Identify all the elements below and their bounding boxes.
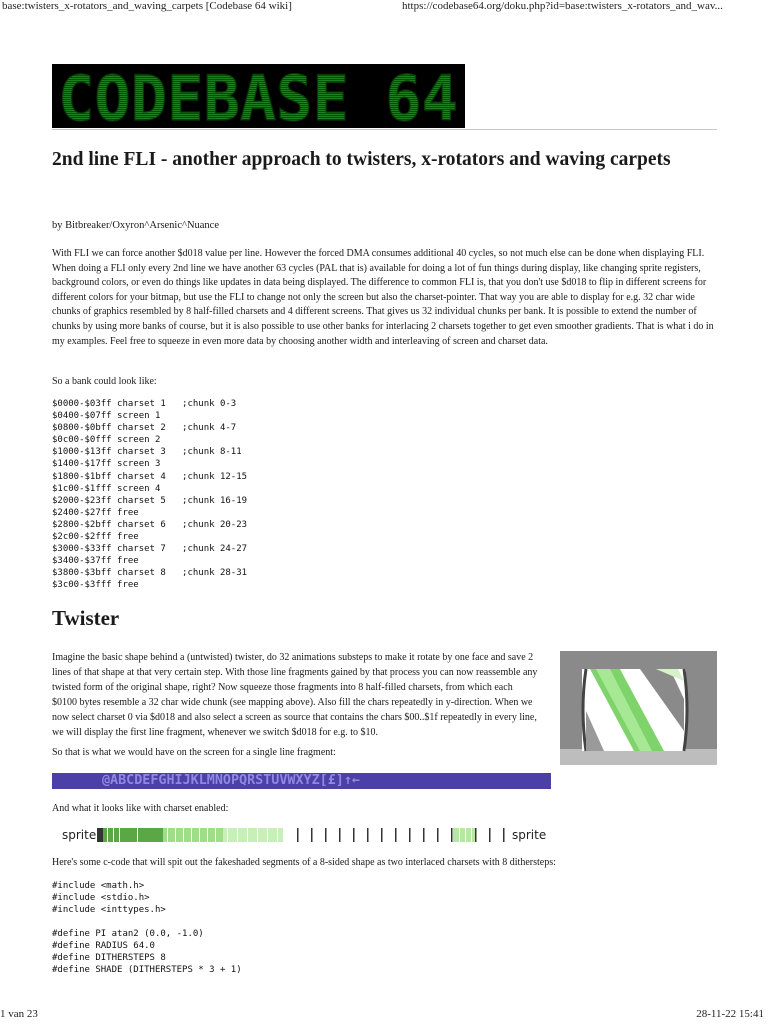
fragment-label: So that is what we would have on the screen for a single line fragment: — [52, 747, 336, 758]
header-divider — [52, 129, 717, 130]
c-code-label: Here's some c-code that will spit out the fakeshaded segments of a 8-sided shape as two interlaced charsets with 8 dithersteps: — [52, 857, 556, 868]
c-code-block: #include <math.h> #include <stdio.h> #include <inttypes.h> #define PI atan2 (0.0, -1.0) #define RADIUS 64.0 #define DITHERSTEPS 8 #define SHADE (DITHERSTEPS * 3 + 1) — [52, 881, 242, 975]
print-page-title: base:twisters_x-rotators_and_waving_carpets [Codebase 64 wiki] — [2, 0, 292, 12]
print-page-number: 1 van 23 — [0, 1008, 38, 1020]
page-title: 2nd line FLI - another approach to twisters, x-rotators and waving carpets — [52, 149, 671, 170]
fragment-graphic — [97, 828, 509, 842]
article-byline: by Bitbreaker/Oxyron^Arsenic^Nuance — [52, 220, 220, 231]
twister-image-graphic — [560, 651, 717, 765]
bank-label: So a bank could look like: — [52, 376, 157, 387]
codebase64-logo[interactable] — [52, 64, 465, 128]
charset-enabled-label: And what it looks like with charset enabled: — [52, 803, 229, 814]
intro-paragraph: With FLI we can force another $d018 value per line. However the forced DMA consumes additional 40 cycles, so not much else can be done when displaying FLI. When doing a FLI only every 2nd line we have another 63 cycles (PAL that is) available for doing a lot of fun things during display, like changing sprite registers, background colors, or even do things like updates in data being displayed. The difference to common FLI is, that you don't use $d018 to flip in different screens for different colors for your bitmap, but use the FLI to change not only the screen but also the charset-pointer. That way you are able to display for e.g. 32 char wide chunks of graphics resembled by 8 half-filled charsets and 4 different screens. That gives us 32 individual chunks per bank. It is possible to extend the number of chunks by using more banks of course, but it is also possible to use other banks for interlacing 2 charsets together to get even smoother gradients. That is what i do in my examples. Feel free to squeeze in even more data by choosing another width and interleaving of screen and charset data. — [52, 248, 714, 347]
print-footer — [0, 1008, 768, 1022]
sprite-label-right: sprite — [512, 828, 547, 842]
charset-char-strip — [52, 773, 551, 789]
char-strip-text: @ABCDEFGHIJKLMNOPQRSTUVWXYZ[£]↑← — [102, 773, 360, 788]
logo-text: CODEBASE 64 — [58, 64, 458, 128]
twister-screenshot[interactable] — [560, 651, 717, 765]
logo-graphic — [52, 64, 465, 128]
print-header — [0, 0, 768, 14]
print-page-url[interactable]: https://codebase64.org/doku.php?id=base:twisters_x-rotators_and_wav... — [402, 0, 723, 12]
sprite-fragment-strip — [60, 826, 550, 844]
sprite-label-left: sprite — [62, 828, 97, 842]
bank-memory-map: $0000-$03ff charset 1 ;chunk 0-3 $0400-$07ff screen 1 $0800-$0bff charset 2 ;chunk 4-7 $0c00-$0fff screen 2 $1000-$13ff charset 3 ;chunk 8-11 $1400-$17ff screen 3 $1800-$1bff charset 4 ;chunk 12-15 $1c00-$1fff screen 4 $2000-$23ff charset 5 ;chunk 16-19 $2400-$27ff free $2800-$2bff charset 6 ;chunk 20-23 $2c00-$2fff free $3000-$33ff charset 7 ;chunk 24-27 $3400-$37ff free $3800-$3bff charset 8 ;chunk 28-31 $3c00-$3fff free — [52, 399, 248, 591]
print-timestamp: 28-11-22 15:41 — [696, 1008, 764, 1020]
twister-paragraph: Imagine the basic shape behind a (untwisted) twister, do 32 animations substeps to make it rotate by one face and save 2 lines of that shape at that very certain step. With those line fragments gained by that process you can now reassemble any twisted form of the original shape, right? Now squeeze those fragments into 8 half-filled charsets, from which each $0100 bytes resemble a 32 char wide chunk (see mapping above). Also fill the chars repeatedly in y-direction. When we now select charset 0 via $d018 and also select a screen as source that contains the chars $00..$1f repeatedly in every line, we will display the first line fragment, whenever we switch $d018 for e.g. to $10. — [52, 652, 538, 738]
section-heading-twister: Twister — [52, 606, 120, 630]
